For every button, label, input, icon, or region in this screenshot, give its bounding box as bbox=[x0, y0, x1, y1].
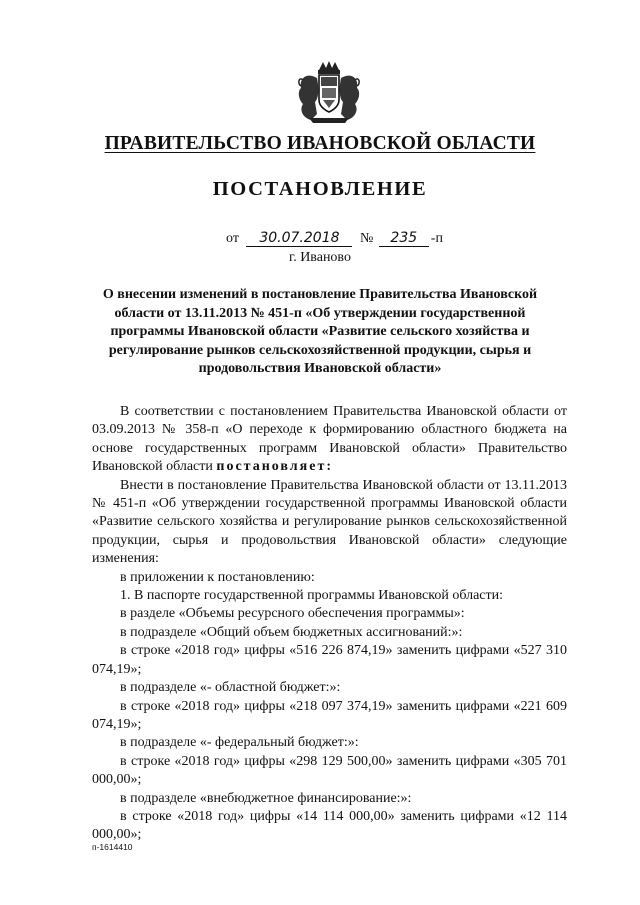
body-paragraph: в приложении к постановлению: bbox=[120, 569, 315, 585]
handwritten-date: 30.07.2018 bbox=[246, 230, 352, 247]
decree-keyword: постановляет: bbox=[216, 459, 333, 475]
coat-of-arms-emblem bbox=[293, 58, 365, 126]
body-paragraph: Внести в постановление Правительства Ивановской области от 13.11.2013 № 451-п «Об утверждении государственной программы Ивановской области «Развитие сельского хозяйства и регулирование рынков сельскохозяйственной продукции, сырья и продовольствия Ивановской области» следующие изменения: bbox=[92, 477, 567, 567]
number-sign: № bbox=[359, 231, 374, 246]
body-paragraph: 1. В паспорте государственной программы Ивановской области: bbox=[120, 588, 504, 604]
document-type-heading: ПОСТАНОВЛЕНИЕ bbox=[212, 178, 428, 200]
decree-title: О внесении изменений в постановление Правительства Ивановской области от 13.11.2013 № 451-п «Об утверждении государственной программы Ивановской области «Развитие сельского хозяйства и регулирование рынков сельскохозяйственной продукции, сырья и продовольствия Ивановской области» bbox=[102, 287, 538, 376]
body-paragraph: в строке «2018 год» цифры «516 226 874,19» заменить цифрами «527 310 074,19»; bbox=[92, 643, 567, 677]
decree-body bbox=[92, 403, 567, 845]
date-number-line bbox=[226, 230, 443, 247]
handwritten-number: 235 bbox=[379, 230, 429, 247]
body-paragraph: В соответствии с постановлением Правительства Ивановской области от 03.09.2013 № 358-п «О переходе к формированию областного бюджета на основе государственных программ Ивановской области» Правительство Ивановской области постановляет: bbox=[92, 404, 567, 475]
body-paragraph: в подразделе «- областной бюджет:»: bbox=[120, 680, 341, 696]
date-prefix: от bbox=[226, 231, 239, 246]
body-paragraph: в строке «2018 год» цифры «14 114 000,00» заменить цифрами «12 114 000,00»; bbox=[92, 808, 567, 843]
government-name: ПРАВИТЕЛЬСТВО ИВАНОВСКОЙ ОБЛАСТИ bbox=[104, 133, 536, 154]
document-code: п-1614410 bbox=[92, 842, 133, 852]
city-line: г. Иваново bbox=[289, 250, 351, 265]
body-paragraph: в подразделе «внебюджетное финансирование:»: bbox=[120, 790, 412, 806]
body-paragraph: в подразделе «- федеральный бюджет:»: bbox=[120, 735, 359, 751]
body-paragraph: в строке «2018 год» цифры «218 097 374,19» заменить цифрами «221 609 074,19»; bbox=[92, 698, 567, 732]
body-paragraph: в строке «2018 год» цифры «298 129 500,00» заменить цифрами «305 701 000,00»; bbox=[92, 753, 567, 788]
number-suffix: -п bbox=[430, 231, 443, 246]
body-paragraph: в подразделе «Общий объем бюджетных ассигнований:»: bbox=[120, 624, 463, 640]
body-paragraph: в разделе «Объемы ресурсного обеспечения программы»: bbox=[120, 606, 465, 622]
